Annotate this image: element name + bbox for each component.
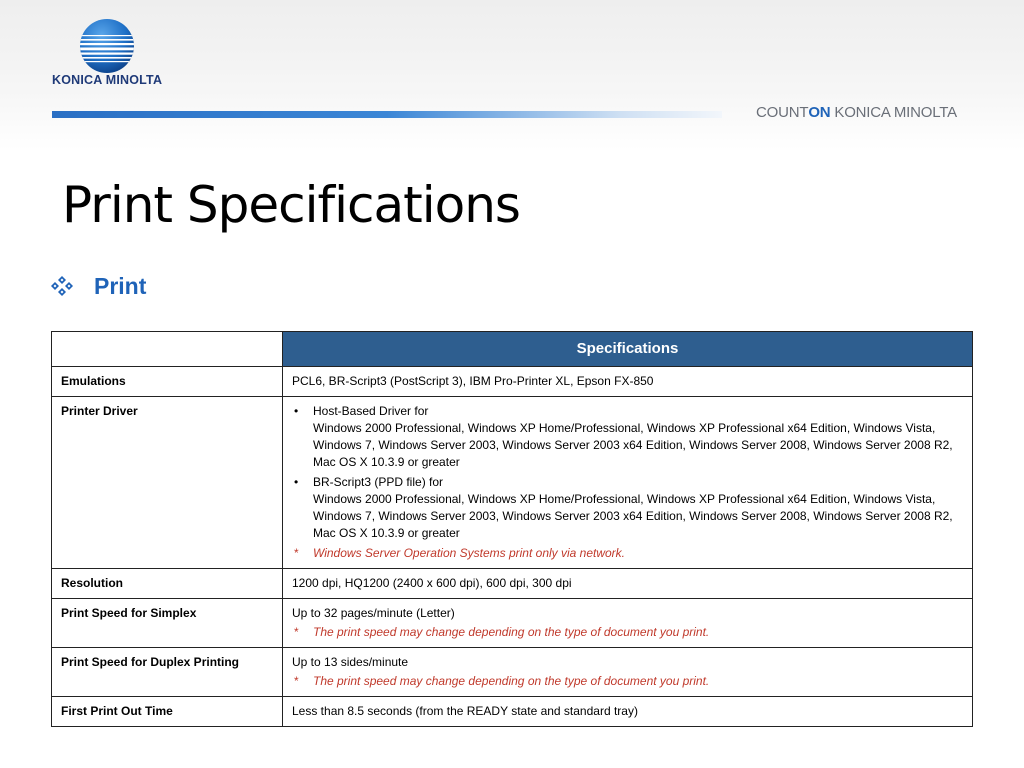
driver-detail: Windows 2000 Professional, Windows XP Home/Professional, Windows XP Professional x64 Edition, Windows Vista, Windows 7, Windows Server 2003, Windows Server 2003 x64 Edition, Windows Server 2008, Windows Server 2008 R2, Mac OS X 10.3.9 or greater bbox=[313, 492, 953, 540]
table-row-first-print bbox=[52, 697, 973, 727]
table-row-printer-driver bbox=[52, 397, 973, 569]
footnote-mark: * bbox=[294, 674, 299, 688]
table-row-emulations bbox=[52, 367, 973, 397]
driver-title: • BR-Script3 (PPD file) for bbox=[313, 475, 444, 489]
table-row-duplex bbox=[52, 648, 973, 697]
footnote-text: Windows Server Operation Systems print only via network. bbox=[313, 546, 626, 560]
section-heading-print: Print bbox=[94, 273, 147, 299]
driver-detail: Windows 2000 Professional, Windows XP Home/Professional, Windows XP Professional x64 Edition, Windows Vista, Windows 7, Windows Server 2003, Windows Server 2003 x64 Edition, Windows Server 2008, Windows Server 2008 R2, Mac OS X 10.3.9 or greater bbox=[313, 421, 953, 469]
row-value bbox=[283, 648, 973, 697]
row-value: 1200 dpi, HQ1200 (2400 x 600 dpi), 600 dpi, 300 dpi bbox=[283, 569, 973, 599]
footnote bbox=[292, 673, 963, 690]
logo-wordmark: KONICA MINOLTA bbox=[52, 73, 163, 87]
row-value bbox=[283, 599, 973, 648]
specifications-header: Specifications bbox=[283, 332, 973, 367]
row-label: Print Speed for Simplex bbox=[52, 599, 283, 648]
header-blank-cell bbox=[52, 332, 283, 367]
count-on-slogan bbox=[756, 104, 978, 121]
slogan-suffix: KONICA MINOLTA bbox=[834, 104, 957, 121]
row-label: Print Speed for Duplex Printing bbox=[52, 648, 283, 697]
table-header-row bbox=[52, 332, 973, 367]
footnote-text: The print speed may change depending on the type of document you print. bbox=[313, 674, 710, 688]
duplex-value: Up to 13 sides/minute bbox=[292, 655, 409, 669]
slogan-on: ON bbox=[808, 104, 831, 121]
list-item bbox=[292, 403, 963, 471]
table-row-simplex bbox=[52, 599, 973, 648]
header-accent-bar bbox=[52, 111, 722, 118]
row-value: PCL6, BR-Script3 (PostScript 3), IBM Pro-Printer XL, Epson FX-850 bbox=[283, 367, 973, 397]
row-value bbox=[283, 397, 973, 569]
slogan-prefix: COUNT bbox=[756, 104, 809, 121]
page-title: Print Specifications bbox=[62, 176, 520, 234]
row-label: Printer Driver bbox=[52, 397, 283, 569]
footnote-text: The print speed may change depending on the type of document you print. bbox=[313, 625, 710, 639]
list-item bbox=[292, 474, 963, 542]
footnote bbox=[292, 545, 963, 562]
specifications-table bbox=[51, 331, 973, 727]
footnote bbox=[292, 624, 963, 641]
four-diamond-bullet-icon bbox=[51, 276, 73, 296]
footnote-mark: * bbox=[294, 546, 299, 560]
row-label: Resolution bbox=[52, 569, 283, 599]
row-label: Emulations bbox=[52, 367, 283, 397]
row-value: Less than 8.5 seconds (from the READY state and standard tray) bbox=[283, 697, 973, 727]
konica-minolta-globe-logo-icon bbox=[79, 18, 135, 74]
driver-title: • Host-Based Driver for bbox=[313, 404, 429, 418]
row-label: First Print Out Time bbox=[52, 697, 283, 727]
simplex-value: Up to 32 pages/minute (Letter) bbox=[292, 606, 455, 620]
footnote-mark: * bbox=[294, 625, 299, 639]
table-row-resolution bbox=[52, 569, 973, 599]
driver-list bbox=[292, 403, 963, 542]
